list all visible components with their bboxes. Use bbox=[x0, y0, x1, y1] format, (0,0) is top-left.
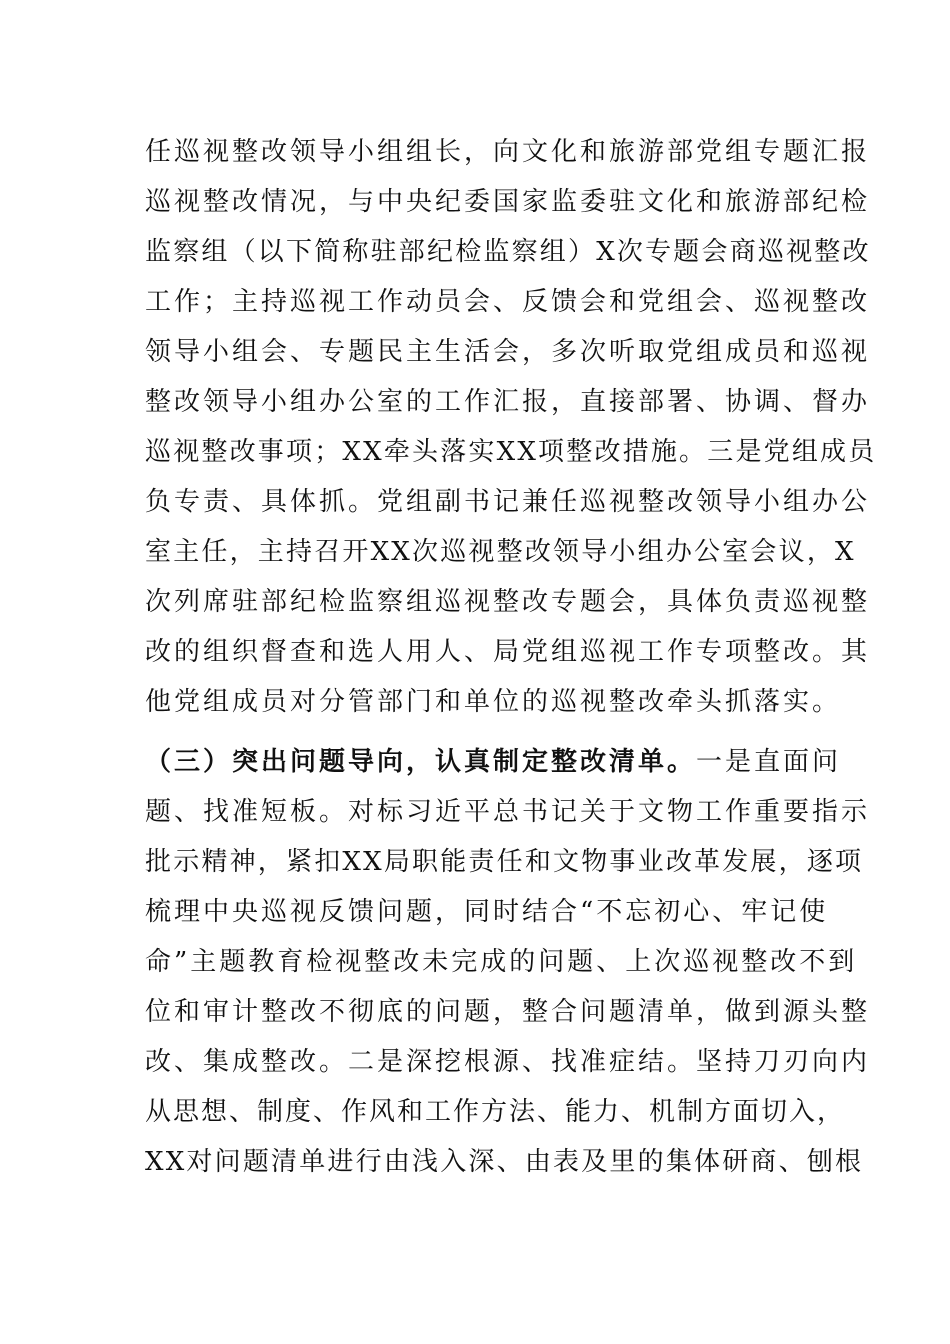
text-line: 任巡视整改领导小组组长，向文化和旅游部党组专题汇报 bbox=[145, 137, 871, 167]
text-line: 巡视整改事项；XX牵头落实XX项整改措施。三是党组成员 bbox=[145, 437, 877, 467]
text-line: 改、集成整改。二是深挖根源、找准症结。坚持刀刃向内 bbox=[145, 1047, 871, 1077]
text-line: 位和审计整改不彻底的问题，整合问题清单，做到源头整 bbox=[145, 997, 871, 1027]
text-line: 梳理中央巡视反馈问题，同时结合“不忘初心、牢记使 bbox=[145, 897, 829, 927]
text-line: 从思想、制度、作风和工作方法、能力、机制方面切入， bbox=[145, 1097, 846, 1127]
section-heading-line bbox=[145, 737, 841, 787]
text-line: 命”主题教育检视整改未完成的问题、上次巡视整改不到 bbox=[145, 947, 858, 977]
text-line: 批示精神，紧扣XX局职能责任和文物事业改革发展，逐项 bbox=[145, 847, 864, 877]
text-line: 改的组织督查和选人用人、局党组巡视工作专项整改。其 bbox=[145, 637, 871, 667]
text-line: 题、找准短板。对标习近平总书记关于文物工作重要指示 bbox=[145, 797, 871, 827]
text-line: 负专责、具体抓。党组副书记兼任巡视整改领导小组办公 bbox=[145, 487, 871, 517]
text-line: XX对问题清单进行由浅入深、由表及里的集体研商、刨根 bbox=[145, 1147, 864, 1177]
text-line: 监察组（以下简称驻部纪检监察组）X次专题会商巡视整改 bbox=[145, 237, 871, 267]
text-line: 次列席驻部纪检监察组巡视整改专题会，具体负责巡视整 bbox=[145, 587, 871, 617]
section-heading: （三）突出问题导向，认真制定整改清单。 bbox=[145, 747, 697, 777]
text-line: 室主任，主持召开XX次巡视整改领导小组办公室会议，X bbox=[145, 537, 856, 567]
text-line: 工作；主持巡视工作动员会、反馈会和党组会、巡视整改 bbox=[145, 287, 871, 317]
text-run: 一是直面问 bbox=[696, 747, 842, 777]
text-line: 整改领导小组办公室的工作汇报，直接部署、协调、督办 bbox=[145, 387, 871, 417]
text-line: 领导小组会、专题民主生活会，多次听取党组成员和巡视 bbox=[145, 337, 871, 367]
text-line: 他党组成员对分管部门和单位的巡视整改牵头抓落实。 bbox=[145, 687, 842, 717]
text-line: 巡视整改情况，与中央纪委国家监委驻文化和旅游部纪检 bbox=[145, 187, 871, 217]
